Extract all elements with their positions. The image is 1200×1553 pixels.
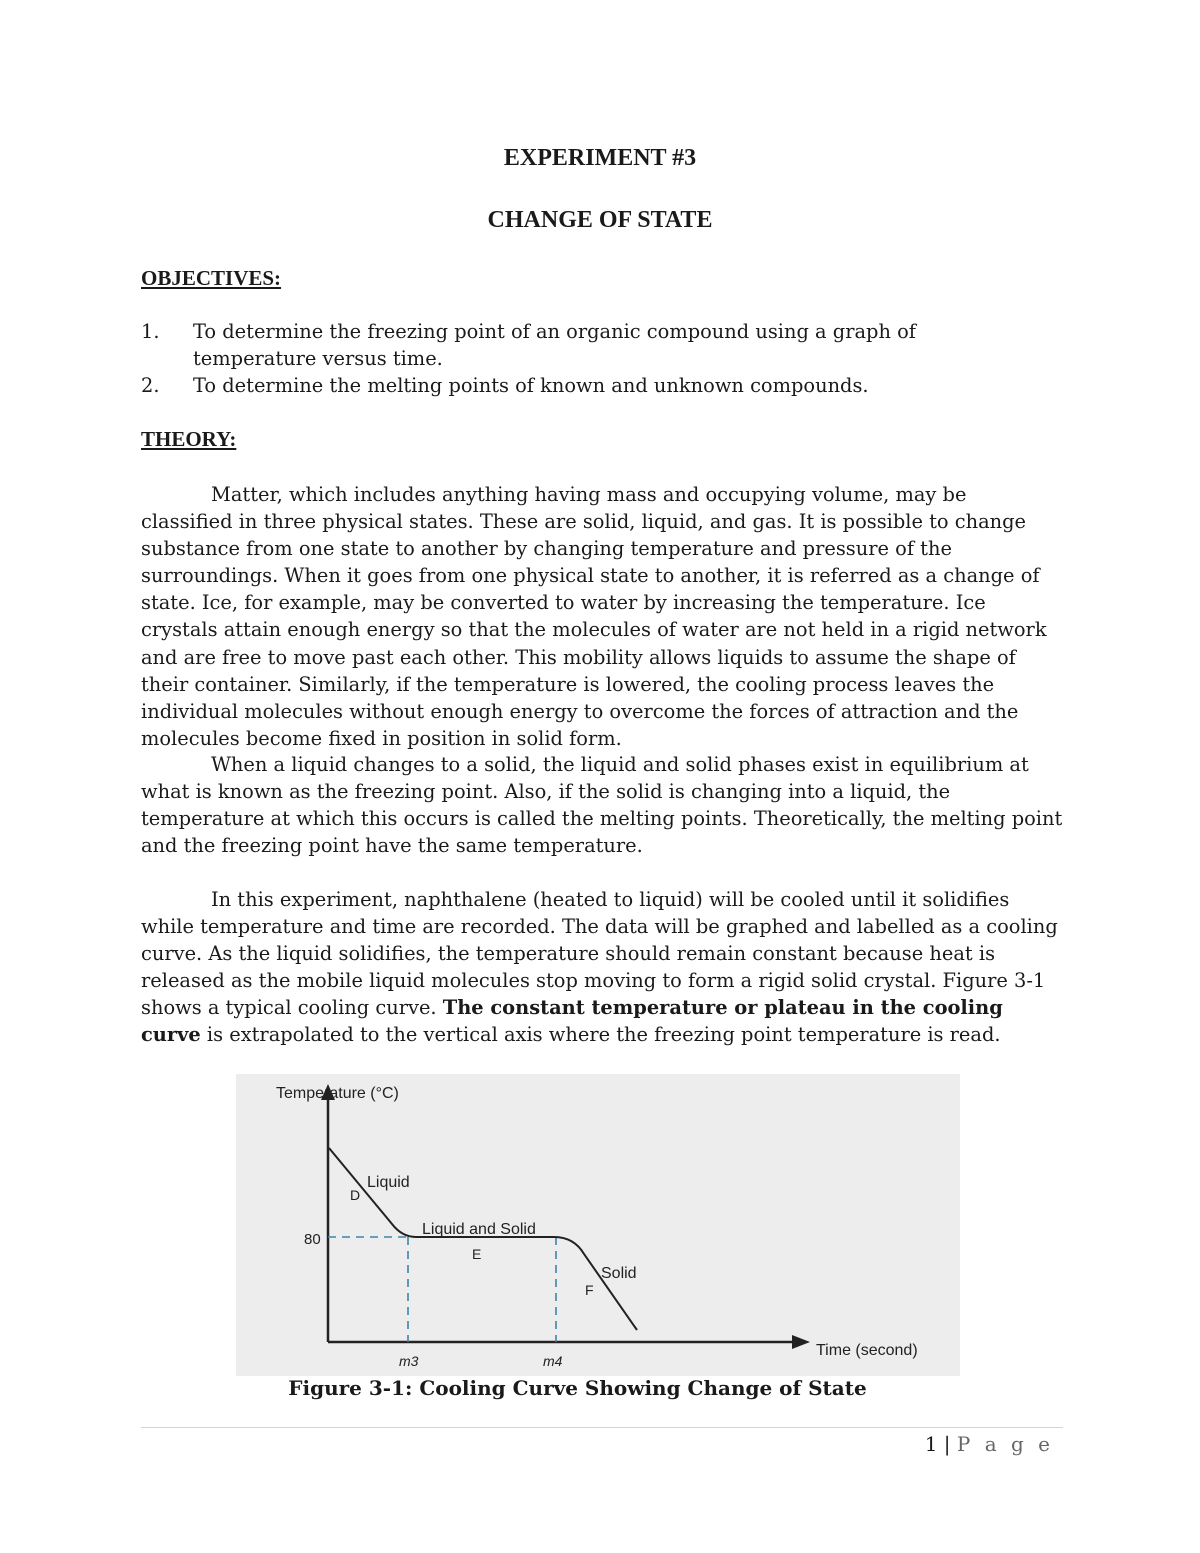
y-axis-label: Temperature (°C) [276, 1085, 399, 1102]
x-tick-label: m3 [399, 1353, 419, 1369]
theory-heading: THEORY: [141, 427, 237, 451]
footer-separator: | [943, 1432, 951, 1456]
segment-label-liquid-and-solid: Liquid and Solid [422, 1221, 536, 1238]
theory-paragraph-2: When a liquid changes to a solid, the liquid and solid phases exist in equilibrium at what is known as the freezing point. Also, if the solid is changing into a liquid, the temperature at which this occurs is called the melting points. Theoretically, the melting point and the freezing point have the same temperature. [141, 753, 1063, 858]
objectives-heading: OBJECTIVES: [141, 266, 282, 290]
theory-paragraph-1: Matter, which includes anything having mass and occupying volume, may be classified in three physical states. These are solid, liquid, and gas. It is possible to change substance from one state to another by changing temperature and pressure of the surroundings. When it goes from one physical state to another, it is referred as a change of state. Ice, for example, may be converted to water by increasing the temperature. Ice crystals attain enough energy so that the molecules of water are not held in a rigid network and are free to move past each other. This mobility allows liquids to assume the shape of their container. Similarly, if the temperature is lowered, the cooling process leaves the individual molecules without enough energy to overcome the forces of attraction and the molecules become fixed in position in solid form. [141, 483, 1047, 750]
cooling-curve-figure [236, 1074, 960, 1376]
x-axis-arrow-icon [792, 1335, 810, 1349]
segment-label-solid: Solid [601, 1265, 637, 1282]
segment-letter-d: D [350, 1187, 361, 1203]
footer-divider [141, 1427, 1063, 1428]
paragraph-text: is extrapolated to the vertical axis where the freezing point temperature is read. [206, 1023, 1001, 1047]
objectives-list [141, 318, 1021, 399]
cooling-curve-chart [236, 1074, 960, 1376]
list-item [141, 318, 1021, 372]
paragraph-bold-text: The constant temperature or plateau in the cooling curve [141, 996, 1003, 1047]
theory-paragraph-3 [141, 886, 1063, 1049]
paragraph-text: In this experiment, naphthalene (heated to liquid) will be cooled until it solidifies while temperature and time are recorded. The data will be graphed and labelled as a cooling curve. As the liquid solidifies, the temperature should remain constant because heat is released as the mobile liquid molecules stop moving to form a rigid solid crystal. Figure 3-1 shows a typical cooling curve. [141, 888, 1058, 1020]
list-number: 2. [141, 374, 160, 397]
list-item [141, 372, 1021, 399]
list-number: 1. [141, 320, 160, 343]
page-label: P a g e [956, 1432, 1054, 1456]
page-number: 1 [924, 1432, 938, 1456]
segment-letter-e: E [472, 1246, 482, 1262]
y-tick-label: 80 [304, 1231, 321, 1248]
experiment-subtitle: CHANGE OF STATE [487, 207, 713, 233]
x-tick-label: m4 [543, 1353, 563, 1369]
segment-letter-f: F [585, 1282, 594, 1298]
x-axis-label: Time (second) [816, 1342, 918, 1359]
figure-caption: Figure 3-1: Cooling Curve Showing Change of State [288, 1376, 867, 1400]
page-footer [925, 1432, 1054, 1456]
list-text: To determine the freezing point of an organic compound using a graph of temperature versus time. [193, 320, 916, 370]
experiment-title: EXPERIMENT #3 [503, 145, 697, 171]
list-text: To determine the melting points of known and unknown compounds. [193, 374, 869, 397]
segment-label-liquid: Liquid [367, 1174, 410, 1191]
